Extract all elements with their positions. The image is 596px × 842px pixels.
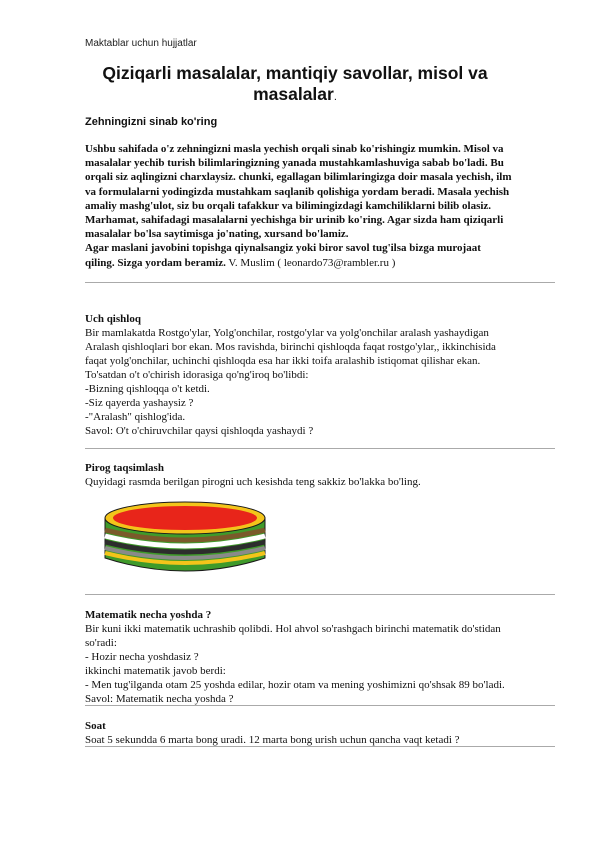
intro-line: va formulalarni yodingizda mustahkam saqlanib qolishiga yordam beradi. Masala yechish <box>85 185 510 198</box>
section-line: -"Aralash" qishlog'ida. <box>85 411 186 423</box>
section-line: Bir mamlakatda Rostgo'ylar, Yolg'onchilar, rostgo'ylar va yolg'onchilar aralash yashaydigan <box>85 327 489 339</box>
intro-line: Ushbu sahifada o'z zehningizni masla yechish orqali sinab ko'rishingiz mumkin. Misol va <box>85 143 504 155</box>
section-title: Soat <box>85 720 106 732</box>
intro-line: amaliy mashg'ulot, siz bu orqali tafakkur va bilimingizdagi kamchiliklarni bilib olasiz. <box>85 199 492 212</box>
section-title: Pirog taqsimlash <box>85 462 164 474</box>
divider <box>85 282 555 283</box>
divider <box>85 705 555 706</box>
intro-paragraph <box>85 142 555 270</box>
intro-last-bold: qiling. Sizga yordam beramiz. <box>85 256 226 269</box>
title-text: Qiziqarli masalalar, mantiqiy savollar, misol va masalalar <box>102 63 488 104</box>
section-line: - Men tug'ilganda otam 25 yoshda edilar, hozir otam va mening yoshimizni qo'shsak 89 bo'ladi. <box>85 679 505 691</box>
section-line: ikkinchi matematik javob berdi: <box>85 665 226 677</box>
section-pirog-taqsimlash <box>85 461 555 489</box>
page-title <box>100 63 490 108</box>
section-line: -Bizning qishloqqa o't ketdi. <box>85 383 210 395</box>
intro-line: masalalar yechib turish bilimlaringizning yanada mustahkamlashuviga sabab bo'ladi. Bu <box>85 157 504 170</box>
section-line: - Hozir necha yoshdasiz ? <box>85 651 199 663</box>
page-header: Maktablar uchun hujjatlar <box>85 38 197 49</box>
subtitle: Zehningizni sinab ko'ring <box>85 116 218 128</box>
section-line: -Siz qayerda yashaysiz ? <box>85 397 194 409</box>
section-matematik-yoshi <box>85 608 555 706</box>
section-line: faqat yolg'onchilar, uchinchi qishloqda esa har ikki toifa aralashib istiqomat qilishar ekan. <box>85 355 481 367</box>
section-uch-qishloq <box>85 312 555 438</box>
intro-contact: V. Muslim ( leonardo73@rambler.ru ) <box>225 256 396 269</box>
intro-line: Marhamat, sahifadagi masalalarni yechishga bir urinib ko'ring. Agar sizda ham qiziqarli <box>85 214 504 227</box>
section-line: Savol: O't o'chiruvchilar qaysi qishloqda yashaydi ? <box>85 425 314 437</box>
section-title: Uch qishloq <box>85 313 141 325</box>
section-line: Soat 5 sekundda 6 marta bong uradi. 12 marta bong urish uchun qancha vaqt ketadi ? <box>85 734 460 746</box>
section-line: so'radi: <box>85 637 117 649</box>
divider <box>85 594 555 595</box>
section-line: To'satdan o't o'chirish idorasiga qo'ng'iroq bo'libdi: <box>85 369 309 381</box>
intro-last-line <box>85 256 555 270</box>
section-line: Quyidagi rasmda berilgan pirogni uch kesishda teng sakkiz bo'lakka bo'ling. <box>85 476 421 488</box>
cake-illustration <box>100 500 270 580</box>
intro-line: orqali siz aqlingizni charxlaysiz. chunki, egallagan bilimlaringizga doir masala yechish, ilm <box>85 171 512 184</box>
section-title: Matematik necha yoshda ? <box>85 609 212 621</box>
intro-line: Agar maslani javobini topishga qiynalsangiz yoki biror savol tug'ilsa bizga murojaat <box>85 242 481 255</box>
divider <box>85 448 555 449</box>
section-line: Bir kuni ikki matematik uchrashib qolibdi. Hol ahvol so'rashgach birinchi matematik do'stidan <box>85 623 501 635</box>
section-line: Aralash qishloqlari bor ekan. Mos ravishda, birinchi qishloqda faqat rostgo'ylar,, ikkinchisida <box>85 341 496 353</box>
section-line: Savol: Matematik necha yoshda ? <box>85 693 234 705</box>
title-dot: . <box>333 91 337 103</box>
divider <box>85 746 555 747</box>
intro-line: masalalar bo'lsa saytimisga jo'nating, xursand bo'lamiz. <box>85 228 349 241</box>
section-soat <box>85 719 555 747</box>
